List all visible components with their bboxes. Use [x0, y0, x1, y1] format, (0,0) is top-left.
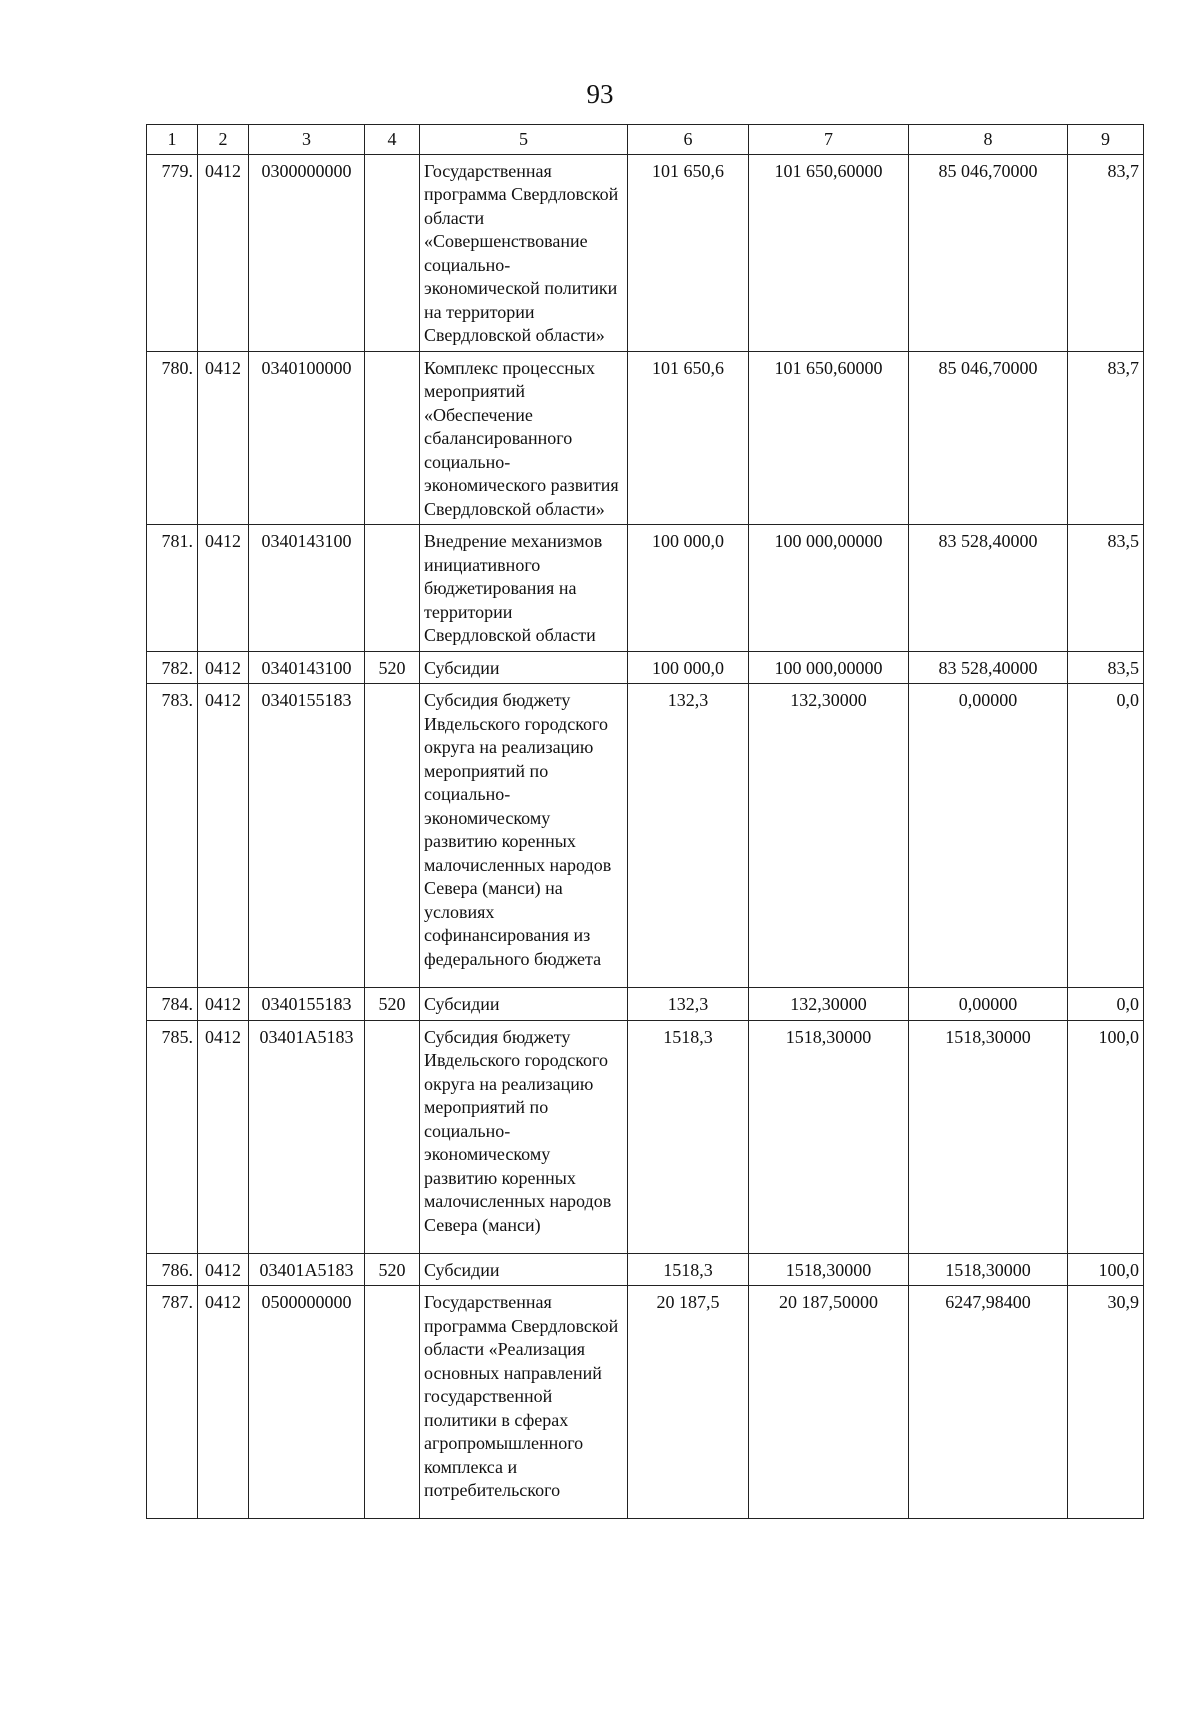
value-col-7: 1518,30000 [749, 1253, 909, 1286]
section-code: 0412 [198, 684, 249, 988]
section-code: 0412 [198, 351, 249, 525]
section-code: 0412 [198, 651, 249, 684]
header-cell-1: 1 [147, 125, 198, 155]
expense-type-code: 520 [365, 651, 420, 684]
value-col-7: 101 650,60000 [749, 154, 909, 351]
expense-type-code: 520 [365, 988, 420, 1021]
table-row [147, 154, 1144, 351]
item-name: Внедрение механизмов инициативного бюджетирования на территории Свердловской области [420, 525, 628, 652]
value-col-6: 101 650,6 [628, 351, 749, 525]
section-code: 0412 [198, 1020, 249, 1253]
value-col-7: 20 187,50000 [749, 1286, 909, 1519]
row-number: 787. [147, 1286, 198, 1519]
value-col-6: 132,3 [628, 684, 749, 988]
table-row [147, 1286, 1144, 1519]
target-article-code: 0500000000 [249, 1286, 365, 1519]
value-col-7: 132,30000 [749, 684, 909, 988]
table-row [147, 651, 1144, 684]
target-article-code: 0300000000 [249, 154, 365, 351]
value-col-8: 0,00000 [909, 684, 1068, 988]
value-col-8: 6247,98400 [909, 1286, 1068, 1519]
item-name: Субсидии [420, 1253, 628, 1286]
item-name: Субсидия бюджету Ивдельского городского округа на реализацию мероприятий по социально-экономическому развитию коренных малочисленных народов Севера (манси) [420, 1020, 628, 1253]
row-number: 784. [147, 988, 198, 1021]
section-code: 0412 [198, 525, 249, 652]
header-cell-3: 3 [249, 125, 365, 155]
value-col-8: 85 046,70000 [909, 351, 1068, 525]
value-col-8: 1518,30000 [909, 1253, 1068, 1286]
expense-type-code [365, 154, 420, 351]
expense-type-code [365, 1020, 420, 1253]
page-number: 93 [586, 79, 614, 109]
percent-value: 83,5 [1068, 651, 1144, 684]
budget-table [146, 124, 1144, 1519]
percent-value: 83,7 [1068, 154, 1144, 351]
section-code: 0412 [198, 1286, 249, 1519]
target-article-code: 0340155183 [249, 684, 365, 988]
percent-value: 0,0 [1068, 988, 1144, 1021]
value-col-6: 132,3 [628, 988, 749, 1021]
value-col-8: 0,00000 [909, 988, 1068, 1021]
row-number: 779. [147, 154, 198, 351]
header-cell-4: 4 [365, 125, 420, 155]
expense-type-code [365, 1286, 420, 1519]
header-cell-7: 7 [749, 125, 909, 155]
percent-value: 83,5 [1068, 525, 1144, 652]
percent-value: 100,0 [1068, 1020, 1144, 1253]
value-col-8: 1518,30000 [909, 1020, 1068, 1253]
value-col-6: 1518,3 [628, 1020, 749, 1253]
percent-value: 30,9 [1068, 1286, 1144, 1519]
value-col-7: 132,30000 [749, 988, 909, 1021]
row-number: 780. [147, 351, 198, 525]
value-col-8: 83 528,40000 [909, 651, 1068, 684]
row-number: 782. [147, 651, 198, 684]
percent-value: 100,0 [1068, 1253, 1144, 1286]
item-name: Субсидии [420, 651, 628, 684]
expense-type-code [365, 525, 420, 652]
table-row [147, 351, 1144, 525]
percent-value: 0,0 [1068, 684, 1144, 988]
target-article-code: 0340155183 [249, 988, 365, 1021]
target-article-code: 03401А5183 [249, 1020, 365, 1253]
header-cell-9: 9 [1068, 125, 1144, 155]
section-code: 0412 [198, 1253, 249, 1286]
value-col-8: 83 528,40000 [909, 525, 1068, 652]
value-col-6: 1518,3 [628, 1253, 749, 1286]
value-col-8: 85 046,70000 [909, 154, 1068, 351]
value-col-7: 1518,30000 [749, 1020, 909, 1253]
item-name: Субсидия бюджету Ивдельского городского округа на реализацию мероприятий по социально-экономическому развитию коренных малочисленных народов Севера (манси) на условиях софинансирования из федерального бюджета [420, 684, 628, 988]
target-article-code: 0340143100 [249, 651, 365, 684]
value-col-6: 100 000,0 [628, 525, 749, 652]
row-number: 785. [147, 1020, 198, 1253]
value-col-7: 101 650,60000 [749, 351, 909, 525]
table-row [147, 525, 1144, 652]
item-name: Комплекс процессных мероприятий «Обеспечение сбалансированного социально-экономического развития Свердловской области» [420, 351, 628, 525]
header-cell-6: 6 [628, 125, 749, 155]
target-article-code: 03401А5183 [249, 1253, 365, 1286]
row-number: 783. [147, 684, 198, 988]
section-code: 0412 [198, 154, 249, 351]
value-col-6: 100 000,0 [628, 651, 749, 684]
value-col-6: 20 187,5 [628, 1286, 749, 1519]
expense-type-code [365, 684, 420, 988]
header-cell-8: 8 [909, 125, 1068, 155]
table-row [147, 1253, 1144, 1286]
row-number: 786. [147, 1253, 198, 1286]
row-number: 781. [147, 525, 198, 652]
header-cell-5: 5 [420, 125, 628, 155]
target-article-code: 0340100000 [249, 351, 365, 525]
value-col-6: 101 650,6 [628, 154, 749, 351]
table-row [147, 1020, 1144, 1253]
expense-type-code: 520 [365, 1253, 420, 1286]
header-cell-2: 2 [198, 125, 249, 155]
item-name: Государственная программа Свердловской области «Реализация основных направлений государственной политики в сферах агропромышленного комплекса и потребительского [420, 1286, 628, 1519]
value-col-7: 100 000,00000 [749, 525, 909, 652]
table-row [147, 684, 1144, 988]
target-article-code: 0340143100 [249, 525, 365, 652]
section-code: 0412 [198, 988, 249, 1021]
percent-value: 83,7 [1068, 351, 1144, 525]
header-row [147, 125, 1144, 155]
value-col-7: 100 000,00000 [749, 651, 909, 684]
item-name: Субсидии [420, 988, 628, 1021]
expense-type-code [365, 351, 420, 525]
table-row [147, 988, 1144, 1021]
item-name: Государственная программа Свердловской области «Совершенствование социально-экономической политики на территории Свердловской области» [420, 154, 628, 351]
